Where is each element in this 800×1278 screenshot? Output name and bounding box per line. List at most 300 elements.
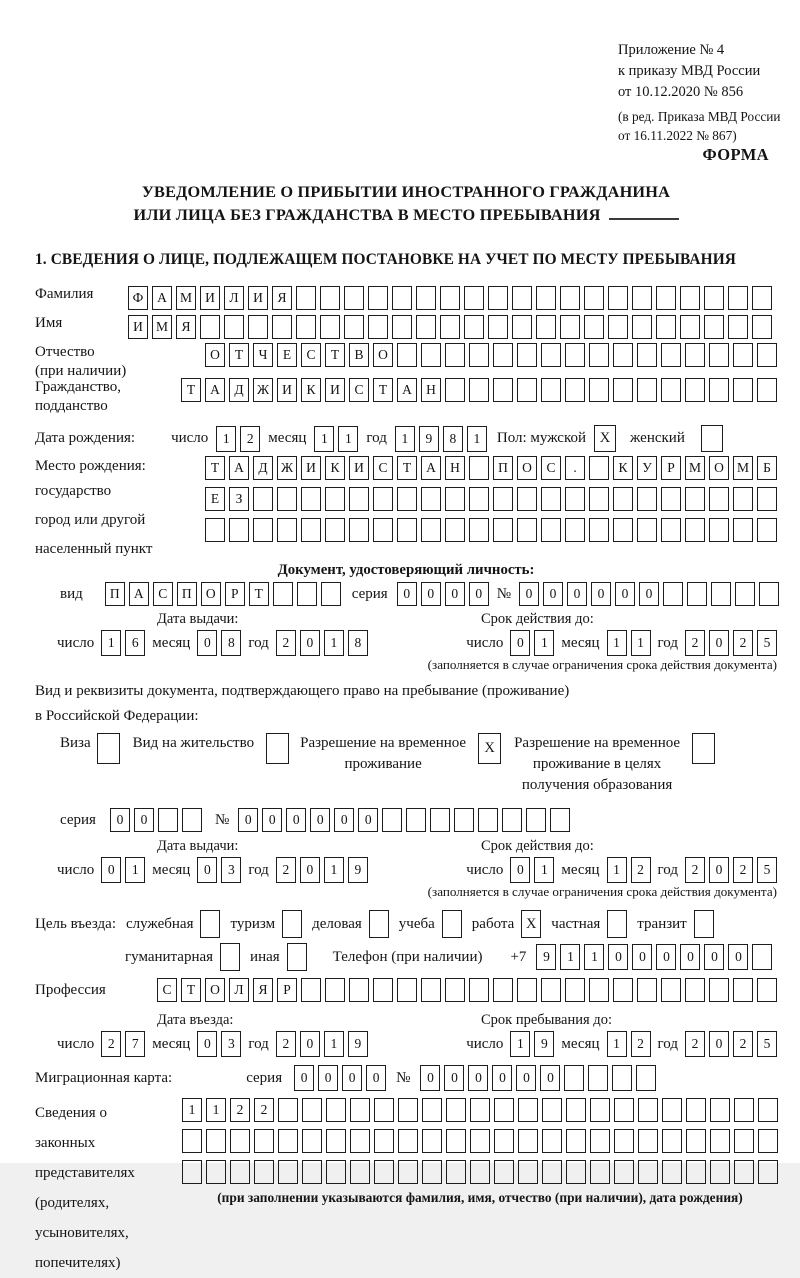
char-cell[interactable] — [636, 1065, 656, 1091]
char-cell[interactable] — [253, 487, 273, 511]
char-cell[interactable]: 2 — [276, 1031, 296, 1057]
char-cell[interactable] — [253, 518, 273, 542]
char-cell[interactable]: М — [733, 456, 753, 480]
char-cell[interactable]: 0 — [704, 944, 724, 970]
char-cell[interactable] — [734, 1098, 754, 1122]
char-cell[interactable]: К — [325, 456, 345, 480]
char-cell[interactable] — [709, 978, 729, 1002]
char-cell[interactable]: 0 — [591, 582, 611, 606]
char-cell[interactable]: 1 — [607, 630, 627, 656]
char-cell[interactable] — [709, 518, 729, 542]
char-cell[interactable]: Ф — [128, 286, 148, 310]
char-cell[interactable] — [493, 978, 513, 1002]
char-cell[interactable] — [397, 978, 417, 1002]
char-cell[interactable] — [488, 286, 508, 310]
char-cell[interactable]: 2 — [276, 857, 296, 883]
char-cell[interactable]: Р — [225, 582, 245, 606]
char-cell[interactable]: 0 — [492, 1065, 512, 1091]
char-cell[interactable] — [464, 286, 484, 310]
char-cell[interactable]: Л — [229, 978, 249, 1002]
char-cell[interactable]: Я — [272, 286, 292, 310]
char-cell[interactable] — [536, 286, 556, 310]
char-cell[interactable] — [733, 378, 753, 402]
char-cell[interactable]: Я — [253, 978, 273, 1002]
char-cell[interactable] — [589, 456, 609, 480]
char-cell[interactable]: Р — [277, 978, 297, 1002]
char-cell[interactable] — [445, 978, 465, 1002]
char-cell[interactable]: 0 — [294, 1065, 314, 1091]
char-cell[interactable]: 6 — [125, 630, 145, 656]
char-cell[interactable]: 0 — [300, 857, 320, 883]
char-cell[interactable] — [758, 1160, 778, 1184]
char-cell[interactable] — [608, 315, 628, 339]
char-cell[interactable] — [704, 315, 724, 339]
char-cell[interactable]: П — [105, 582, 125, 606]
char-cell[interactable]: А — [229, 456, 249, 480]
char-cell[interactable] — [445, 487, 465, 511]
char-cell[interactable] — [612, 1065, 632, 1091]
char-cell[interactable] — [728, 315, 748, 339]
char-cell[interactable]: 0 — [656, 944, 676, 970]
char-cell[interactable] — [326, 1129, 346, 1153]
char-cell[interactable] — [392, 315, 412, 339]
char-cell[interactable] — [565, 978, 585, 1002]
char-cell[interactable] — [542, 1098, 562, 1122]
char-cell[interactable]: Т — [181, 378, 201, 402]
char-cell[interactable] — [584, 286, 604, 310]
char-cell[interactable] — [416, 315, 436, 339]
char-cell[interactable]: И — [325, 378, 345, 402]
char-cell[interactable]: 0 — [334, 808, 354, 832]
char-cell[interactable]: С — [301, 343, 321, 367]
char-cell[interactable]: 0 — [632, 944, 652, 970]
char-cell[interactable]: 0 — [358, 808, 378, 832]
char-cell[interactable] — [757, 343, 777, 367]
char-cell[interactable]: П — [493, 456, 513, 480]
char-cell[interactable] — [278, 1129, 298, 1153]
char-cell[interactable] — [325, 518, 345, 542]
char-cell[interactable] — [757, 487, 777, 511]
char-cell[interactable] — [301, 518, 321, 542]
char-cell[interactable]: В — [349, 343, 369, 367]
char-cell[interactable] — [320, 315, 340, 339]
char-cell[interactable]: 0 — [728, 944, 748, 970]
char-cell[interactable] — [542, 1129, 562, 1153]
char-cell[interactable] — [373, 487, 393, 511]
char-cell[interactable] — [637, 487, 657, 511]
char-cell[interactable]: 0 — [262, 808, 282, 832]
char-cell[interactable] — [638, 1129, 658, 1153]
char-cell[interactable] — [680, 286, 700, 310]
char-cell[interactable]: 0 — [318, 1065, 338, 1091]
char-cell[interactable] — [230, 1160, 250, 1184]
char-cell[interactable] — [589, 978, 609, 1002]
char-cell[interactable]: Т — [229, 343, 249, 367]
char-cell[interactable] — [661, 518, 681, 542]
char-cell[interactable] — [406, 808, 426, 832]
char-cell[interactable] — [632, 315, 652, 339]
char-cell[interactable]: Н — [445, 456, 465, 480]
char-cell[interactable]: Т — [249, 582, 269, 606]
char-cell[interactable]: 1 — [324, 857, 344, 883]
char-cell[interactable]: 1 — [607, 1031, 627, 1057]
char-cell[interactable]: Т — [181, 978, 201, 1002]
char-cell[interactable]: 0 — [709, 857, 729, 883]
char-cell[interactable] — [584, 315, 604, 339]
char-cell[interactable] — [560, 286, 580, 310]
char-cell[interactable] — [685, 518, 705, 542]
char-cell[interactable] — [464, 315, 484, 339]
char-cell[interactable]: 2 — [733, 1031, 753, 1057]
char-cell[interactable] — [608, 286, 628, 310]
char-cell[interactable] — [757, 518, 777, 542]
char-cell[interactable]: 1 — [395, 426, 415, 452]
char-cell[interactable] — [158, 808, 178, 832]
char-cell[interactable]: Е — [277, 343, 297, 367]
char-cell[interactable]: 0 — [101, 857, 121, 883]
char-cell[interactable]: 0 — [286, 808, 306, 832]
char-cell[interactable] — [656, 315, 676, 339]
char-cell[interactable] — [374, 1129, 394, 1153]
edu-permit-checkbox[interactable] — [692, 733, 715, 764]
char-cell[interactable] — [704, 286, 724, 310]
char-cell[interactable]: 5 — [757, 1031, 777, 1057]
char-cell[interactable] — [517, 518, 537, 542]
char-cell[interactable] — [344, 286, 364, 310]
char-cell[interactable] — [421, 978, 441, 1002]
char-cell[interactable] — [686, 1129, 706, 1153]
char-cell[interactable] — [638, 1160, 658, 1184]
char-cell[interactable] — [590, 1160, 610, 1184]
char-cell[interactable] — [478, 808, 498, 832]
char-cell[interactable] — [182, 1160, 202, 1184]
char-cell[interactable] — [488, 315, 508, 339]
char-cell[interactable]: 0 — [516, 1065, 536, 1091]
char-cell[interactable] — [445, 518, 465, 542]
char-cell[interactable] — [638, 1098, 658, 1122]
purpose-checkbox-гуманитарная[interactable] — [220, 943, 240, 971]
char-cell[interactable]: 0 — [134, 808, 154, 832]
char-cell[interactable]: А — [152, 286, 172, 310]
char-cell[interactable] — [374, 1160, 394, 1184]
char-cell[interactable]: 7 — [125, 1031, 145, 1057]
char-cell[interactable]: 2 — [254, 1098, 274, 1122]
char-cell[interactable] — [200, 315, 220, 339]
char-cell[interactable]: 2 — [631, 1031, 651, 1057]
char-cell[interactable] — [632, 286, 652, 310]
char-cell[interactable] — [254, 1129, 274, 1153]
char-cell[interactable] — [302, 1129, 322, 1153]
char-cell[interactable]: 1 — [314, 426, 334, 452]
char-cell[interactable] — [637, 978, 657, 1002]
char-cell[interactable] — [277, 518, 297, 542]
char-cell[interactable]: 9 — [536, 944, 556, 970]
char-cell[interactable]: 0 — [444, 1065, 464, 1091]
char-cell[interactable]: 0 — [567, 582, 587, 606]
char-cell[interactable]: 1 — [584, 944, 604, 970]
char-cell[interactable] — [470, 1129, 490, 1153]
char-cell[interactable] — [709, 343, 729, 367]
char-cell[interactable]: К — [613, 456, 633, 480]
char-cell[interactable] — [446, 1098, 466, 1122]
char-cell[interactable]: А — [421, 456, 441, 480]
purpose-checkbox-транзит[interactable] — [694, 910, 714, 938]
char-cell[interactable] — [565, 378, 585, 402]
char-cell[interactable] — [710, 1160, 730, 1184]
char-cell[interactable]: 5 — [757, 857, 777, 883]
char-cell[interactable] — [536, 315, 556, 339]
char-cell[interactable] — [398, 1098, 418, 1122]
char-cell[interactable] — [302, 1160, 322, 1184]
char-cell[interactable]: 1 — [467, 426, 487, 452]
char-cell[interactable] — [526, 808, 546, 832]
char-cell[interactable] — [709, 487, 729, 511]
char-cell[interactable]: Д — [253, 456, 273, 480]
char-cell[interactable]: Р — [661, 456, 681, 480]
char-cell[interactable]: 1 — [216, 426, 236, 452]
char-cell[interactable]: С — [157, 978, 177, 1002]
char-cell[interactable] — [518, 1098, 538, 1122]
char-cell[interactable] — [469, 978, 489, 1002]
char-cell[interactable]: К — [301, 378, 321, 402]
char-cell[interactable]: М — [152, 315, 172, 339]
residence-permit-checkbox[interactable] — [266, 733, 289, 764]
char-cell[interactable] — [368, 315, 388, 339]
char-cell[interactable] — [517, 487, 537, 511]
char-cell[interactable]: 0 — [397, 582, 417, 606]
char-cell[interactable]: И — [248, 286, 268, 310]
char-cell[interactable]: 2 — [733, 857, 753, 883]
char-cell[interactable]: О — [205, 978, 225, 1002]
char-cell[interactable] — [590, 1098, 610, 1122]
char-cell[interactable] — [349, 487, 369, 511]
char-cell[interactable] — [325, 487, 345, 511]
char-cell[interactable]: П — [177, 582, 197, 606]
char-cell[interactable] — [422, 1160, 442, 1184]
char-cell[interactable] — [493, 518, 513, 542]
char-cell[interactable] — [517, 343, 537, 367]
char-cell[interactable] — [613, 518, 633, 542]
char-cell[interactable]: 1 — [338, 426, 358, 452]
char-cell[interactable]: 9 — [348, 857, 368, 883]
char-cell[interactable]: М — [176, 286, 196, 310]
char-cell[interactable] — [589, 518, 609, 542]
char-cell[interactable]: Ч — [253, 343, 273, 367]
char-cell[interactable]: 1 — [125, 857, 145, 883]
char-cell[interactable] — [613, 343, 633, 367]
char-cell[interactable] — [614, 1129, 634, 1153]
char-cell[interactable]: И — [277, 378, 297, 402]
char-cell[interactable]: 0 — [300, 630, 320, 656]
char-cell[interactable] — [494, 1098, 514, 1122]
char-cell[interactable]: Т — [325, 343, 345, 367]
char-cell[interactable] — [517, 378, 537, 402]
char-cell[interactable] — [637, 378, 657, 402]
char-cell[interactable] — [680, 315, 700, 339]
char-cell[interactable] — [421, 487, 441, 511]
char-cell[interactable]: 0 — [615, 582, 635, 606]
char-cell[interactable] — [416, 286, 436, 310]
char-cell[interactable]: 8 — [443, 426, 463, 452]
char-cell[interactable] — [662, 1098, 682, 1122]
char-cell[interactable]: Т — [205, 456, 225, 480]
char-cell[interactable] — [422, 1129, 442, 1153]
char-cell[interactable]: 0 — [543, 582, 563, 606]
char-cell[interactable] — [254, 1160, 274, 1184]
char-cell[interactable] — [614, 1160, 634, 1184]
char-cell[interactable] — [614, 1098, 634, 1122]
char-cell[interactable] — [564, 1065, 584, 1091]
char-cell[interactable]: С — [349, 378, 369, 402]
char-cell[interactable] — [711, 582, 731, 606]
char-cell[interactable]: 0 — [540, 1065, 560, 1091]
char-cell[interactable]: 0 — [310, 808, 330, 832]
char-cell[interactable] — [662, 1129, 682, 1153]
char-cell[interactable]: 2 — [631, 857, 651, 883]
char-cell[interactable] — [656, 286, 676, 310]
char-cell[interactable] — [542, 1160, 562, 1184]
char-cell[interactable] — [685, 487, 705, 511]
char-cell[interactable]: 0 — [238, 808, 258, 832]
char-cell[interactable] — [661, 343, 681, 367]
char-cell[interactable]: С — [153, 582, 173, 606]
char-cell[interactable] — [206, 1160, 226, 1184]
char-cell[interactable]: А — [397, 378, 417, 402]
char-cell[interactable]: И — [301, 456, 321, 480]
char-cell[interactable] — [301, 487, 321, 511]
char-cell[interactable] — [349, 518, 369, 542]
char-cell[interactable]: 2 — [685, 630, 705, 656]
char-cell[interactable]: 1 — [182, 1098, 202, 1122]
char-cell[interactable]: 1 — [206, 1098, 226, 1122]
char-cell[interactable] — [518, 1160, 538, 1184]
char-cell[interactable] — [758, 1098, 778, 1122]
char-cell[interactable]: 3 — [221, 857, 241, 883]
char-cell[interactable] — [565, 518, 585, 542]
char-cell[interactable] — [182, 1129, 202, 1153]
char-cell[interactable]: 2 — [733, 630, 753, 656]
char-cell[interactable]: 1 — [534, 630, 554, 656]
char-cell[interactable]: 0 — [445, 582, 465, 606]
char-cell[interactable] — [589, 487, 609, 511]
char-cell[interactable] — [541, 378, 561, 402]
char-cell[interactable]: И — [200, 286, 220, 310]
char-cell[interactable] — [686, 1160, 706, 1184]
char-cell[interactable] — [752, 286, 772, 310]
char-cell[interactable]: 0 — [639, 582, 659, 606]
char-cell[interactable]: 0 — [709, 630, 729, 656]
char-cell[interactable] — [320, 286, 340, 310]
char-cell[interactable] — [469, 518, 489, 542]
char-cell[interactable] — [541, 343, 561, 367]
char-cell[interactable] — [662, 1160, 682, 1184]
char-cell[interactable] — [469, 456, 489, 480]
char-cell[interactable] — [469, 487, 489, 511]
char-cell[interactable] — [661, 378, 681, 402]
char-cell[interactable] — [373, 518, 393, 542]
char-cell[interactable]: А — [129, 582, 149, 606]
char-cell[interactable]: 1 — [101, 630, 121, 656]
char-cell[interactable] — [230, 1129, 250, 1153]
char-cell[interactable] — [278, 1098, 298, 1122]
char-cell[interactable]: С — [541, 456, 561, 480]
char-cell[interactable]: 0 — [519, 582, 539, 606]
char-cell[interactable]: 1 — [534, 857, 554, 883]
char-cell[interactable] — [440, 286, 460, 310]
char-cell[interactable] — [757, 978, 777, 1002]
char-cell[interactable]: И — [349, 456, 369, 480]
char-cell[interactable] — [565, 487, 585, 511]
char-cell[interactable]: Ж — [277, 456, 297, 480]
char-cell[interactable] — [398, 1160, 418, 1184]
char-cell[interactable] — [560, 315, 580, 339]
char-cell[interactable]: Ж — [253, 378, 273, 402]
char-cell[interactable] — [469, 343, 489, 367]
char-cell[interactable]: 1 — [560, 944, 580, 970]
char-cell[interactable]: О — [201, 582, 221, 606]
char-cell[interactable] — [661, 487, 681, 511]
char-cell[interactable]: О — [709, 456, 729, 480]
char-cell[interactable]: Б — [757, 456, 777, 480]
char-cell[interactable] — [454, 808, 474, 832]
char-cell[interactable] — [229, 518, 249, 542]
char-cell[interactable]: Я — [176, 315, 196, 339]
char-cell[interactable]: 0 — [469, 582, 489, 606]
char-cell[interactable] — [685, 343, 705, 367]
char-cell[interactable]: Т — [397, 456, 417, 480]
char-cell[interactable]: С — [373, 456, 393, 480]
sex-male-checkbox[interactable]: X — [594, 425, 616, 452]
char-cell[interactable] — [541, 518, 561, 542]
char-cell[interactable]: О — [517, 456, 537, 480]
char-cell[interactable] — [502, 808, 522, 832]
sex-female-checkbox[interactable] — [701, 425, 723, 452]
char-cell[interactable] — [277, 487, 297, 511]
purpose-checkbox-работа[interactable]: X — [521, 910, 541, 938]
char-cell[interactable]: 0 — [468, 1065, 488, 1091]
char-cell[interactable]: О — [373, 343, 393, 367]
char-cell[interactable] — [589, 343, 609, 367]
char-cell[interactable]: 8 — [348, 630, 368, 656]
char-cell[interactable] — [397, 343, 417, 367]
char-cell[interactable]: 5 — [757, 630, 777, 656]
char-cell[interactable] — [421, 518, 441, 542]
char-cell[interactable] — [205, 518, 225, 542]
char-cell[interactable] — [566, 1129, 586, 1153]
char-cell[interactable] — [550, 808, 570, 832]
char-cell[interactable] — [685, 378, 705, 402]
char-cell[interactable] — [588, 1065, 608, 1091]
char-cell[interactable] — [759, 582, 779, 606]
char-cell[interactable]: 0 — [680, 944, 700, 970]
char-cell[interactable] — [445, 378, 465, 402]
char-cell[interactable] — [382, 808, 402, 832]
char-cell[interactable] — [685, 978, 705, 1002]
char-cell[interactable] — [661, 978, 681, 1002]
char-cell[interactable] — [710, 1129, 730, 1153]
char-cell[interactable] — [494, 1160, 514, 1184]
char-cell[interactable]: 1 — [631, 630, 651, 656]
char-cell[interactable]: 0 — [510, 857, 530, 883]
char-cell[interactable]: 9 — [348, 1031, 368, 1057]
char-cell[interactable] — [296, 286, 316, 310]
char-cell[interactable] — [518, 1129, 538, 1153]
temp-permit-checkbox[interactable]: X — [478, 733, 501, 764]
char-cell[interactable] — [302, 1098, 322, 1122]
char-cell[interactable] — [512, 315, 532, 339]
char-cell[interactable]: 1 — [324, 1031, 344, 1057]
purpose-checkbox-деловая[interactable] — [369, 910, 389, 938]
